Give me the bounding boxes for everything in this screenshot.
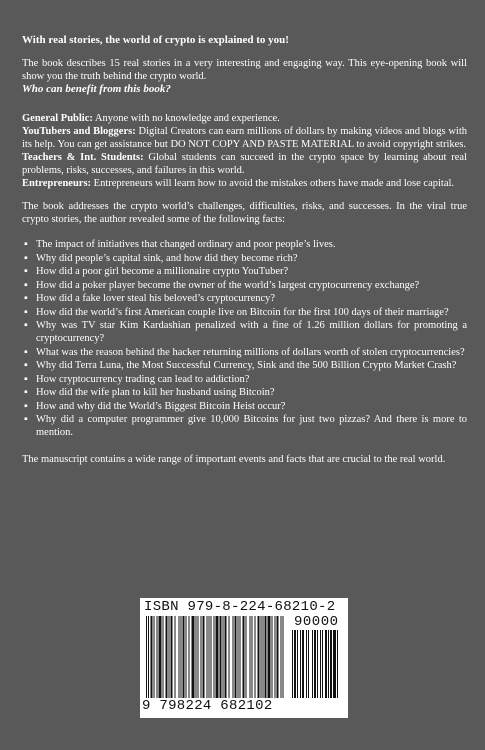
audience-label: YouTubers and Bloggers: — [22, 126, 136, 137]
barcode-bar — [157, 616, 158, 698]
fact-text: How did the wife plan to kill her husband using Bitcoin? — [36, 387, 275, 398]
barcode-bar — [196, 616, 197, 698]
barcode-bar — [272, 616, 273, 698]
audience-item — [22, 177, 467, 190]
barcode-bar — [235, 616, 237, 698]
barcode-bar — [148, 616, 149, 698]
fact-text: How did the world’s first American couple live on Bitcoin for the first 100 days of their marriage? — [36, 306, 449, 318]
barcode-bar — [312, 630, 313, 698]
bullet-icon: ▪ — [24, 373, 28, 385]
barcode-bar — [294, 630, 296, 698]
fact-item — [22, 265, 467, 278]
barcode-bar — [246, 616, 247, 698]
fact-item — [22, 238, 467, 251]
barcode-bar — [203, 616, 205, 698]
barcode-bar — [306, 630, 307, 698]
book-description: The book describes 15 real stories in a very interesting and engaging way. This eye-opening book will show you the truth behind the crypto world. — [22, 58, 467, 82]
barcode-bar — [229, 616, 230, 698]
barcode-bar — [181, 616, 182, 698]
barcode-bar — [275, 616, 276, 698]
isbn-label: ISBN 979-8-224-68210-2 — [144, 599, 336, 615]
fact-text: How did a poor girl become a millionaire crypto YouTuber? — [36, 266, 289, 277]
ean-digits: 9 798224 682102 — [142, 698, 273, 714]
bullet-icon: ▪ — [24, 279, 28, 291]
price-code: 90000 — [294, 614, 339, 630]
fact-item — [22, 252, 467, 265]
barcode-bar — [263, 616, 264, 698]
barcode-bar — [198, 616, 199, 698]
barcode-bar — [265, 616, 267, 698]
audience-text: Digital Creators can earn millions of dollars by making videos and blogs with its help. You can get assistance but DO NOT COPY AND PASTE MATERIAL to avoid copyright strikes. — [22, 126, 468, 150]
audience-text: Global students can succeed in the crypto space by learning about real problems, risks, successes, and failures in this world. — [22, 152, 467, 176]
bullet-icon: ▪ — [24, 252, 28, 264]
barcode-bar — [171, 616, 173, 698]
fact-item — [22, 292, 467, 305]
barcode-bar — [325, 630, 327, 698]
barcode-bar — [292, 630, 293, 698]
barcode-bar — [320, 630, 321, 698]
fact-item — [22, 386, 467, 399]
barcode-bar — [189, 616, 190, 698]
audience-label: Teachers & Int. Students: — [22, 152, 144, 163]
closing-text: The manuscript contains a wide range of important events and facts that are crucial to the real world. — [22, 454, 446, 465]
bullet-icon: ▪ — [24, 346, 28, 358]
barcode-bar — [223, 616, 224, 698]
barcode-bar — [225, 616, 227, 698]
barcode-bar — [317, 630, 318, 698]
barcode-bar — [159, 616, 162, 698]
barcode-bar — [163, 616, 164, 698]
bullet-icon: ▪ — [24, 293, 28, 304]
barcode-bar — [308, 630, 309, 698]
barcode-bar — [333, 630, 336, 698]
bullet-icon: ▪ — [24, 239, 28, 250]
bullet-icon: ▪ — [24, 414, 28, 425]
bullet-icon: ▪ — [24, 306, 28, 318]
barcode-bar — [302, 630, 304, 698]
barcode-bar — [207, 616, 208, 698]
fact-item — [22, 359, 467, 372]
barcode-bar — [261, 616, 262, 698]
addon-barcode-bars — [292, 630, 344, 698]
facts-intro: The book addresses the crypto world’s challenges, difficulties, risks, and successes. In the viral true crypto stories, the author revealed some of the following facts: — [22, 201, 467, 225]
barcode-bar — [283, 616, 284, 698]
fact-item — [22, 306, 467, 319]
barcode-bar — [154, 616, 155, 698]
fact-text: Why did a computer programmer give 10,000 Bitcoins for just two pizzas? And there is more to mention. — [36, 414, 467, 438]
fact-item — [22, 279, 467, 292]
barcode-bar — [192, 616, 195, 698]
barcode-bar — [209, 616, 210, 698]
barcode-bar — [214, 616, 215, 698]
cover-text — [22, 34, 467, 466]
barcode-bar — [328, 630, 329, 698]
barcode-bar — [175, 616, 176, 698]
fact-text: How did a fake lover steal his beloved’s cryptocurrency? — [36, 293, 276, 304]
barcode-bar — [281, 616, 282, 698]
barcode-bar — [314, 630, 316, 698]
barcode-bar — [146, 616, 147, 698]
barcode-bar — [151, 616, 153, 698]
barcode-bar — [250, 616, 251, 698]
barcode-bar — [300, 630, 301, 698]
fact-text: Why was TV star Kim Kardashian penalized with a fine of 1.26 million dollars for promoting a cryptocurrency? — [36, 320, 467, 344]
bullet-icon: ▪ — [24, 360, 28, 371]
barcode-bar — [201, 616, 202, 698]
audience-text: Entrepreneurs will learn how to avoid the mistakes others have made and lose capital. — [91, 178, 455, 189]
barcode-bar — [322, 630, 323, 698]
fact-text: Why did Terra Luna, the Most Successful Currency, Sink and the 500 Billion Crypto Market Crash? — [36, 360, 457, 371]
barcode-bar — [211, 616, 212, 698]
fact-text: What was the reason behind the hacker returning millions of dollars worth of stolen cryptocurrencies? — [36, 346, 465, 358]
fact-text: Why did people’s capital sink, and how did they become rich? — [36, 252, 298, 264]
audience-list — [22, 112, 467, 190]
audience-label: General Public: — [22, 113, 93, 124]
barcode-bar — [330, 630, 332, 698]
barcode-bar — [183, 616, 185, 698]
audience-item — [22, 151, 467, 177]
barcode-bar — [243, 616, 245, 698]
bullet-icon: ▪ — [24, 400, 28, 412]
fact-text: How cryptocurrency trading can lead to addiction? — [36, 373, 250, 385]
barcode-bar — [255, 616, 256, 698]
barcode-bar — [268, 616, 271, 698]
fact-item — [22, 400, 467, 413]
ean-barcode-bars — [146, 616, 286, 698]
barcode-bar — [169, 616, 170, 698]
barcode-bar — [179, 616, 180, 698]
fact-item — [22, 319, 467, 345]
bullet-icon: ▪ — [24, 266, 28, 277]
barcode-bar — [216, 616, 219, 698]
fact-item — [22, 373, 467, 386]
isbn-barcode — [140, 598, 348, 718]
headline: With real stories, the world of crypto is explained to you! — [22, 34, 289, 46]
audience-item — [22, 112, 467, 125]
barcode-bar — [337, 630, 338, 698]
barcode-bar — [220, 616, 222, 698]
barcode-bar — [186, 616, 187, 698]
fact-item — [22, 413, 467, 439]
audience-text: Anyone with no knowledge and experience. — [92, 113, 280, 124]
facts-list — [22, 238, 467, 439]
barcode-bar — [233, 616, 234, 698]
barcode-bar — [277, 616, 279, 698]
bullet-icon: ▪ — [24, 387, 28, 398]
audience-label: Entrepreneurs: — [22, 178, 92, 189]
barcode-bar — [238, 616, 239, 698]
audience-item — [22, 125, 467, 151]
barcode-bar — [258, 616, 260, 698]
fact-text: The impact of initiatives that changed ordinary and poor people’s lives. — [36, 239, 336, 250]
fact-text: How did a poker player become the owner of the world’s largest cryptocurrency exchange? — [36, 279, 420, 291]
barcode-bar — [297, 630, 298, 698]
fact-item — [22, 346, 467, 359]
barcode-bar — [240, 616, 241, 698]
bullet-icon: ▪ — [24, 320, 28, 331]
audience-question: Who can benefit from this book? — [22, 83, 171, 95]
fact-text: How and why did the World’s Biggest Bitcoin Heist occur? — [36, 400, 286, 412]
barcode-bar — [166, 616, 168, 698]
barcode-bar — [252, 616, 253, 698]
